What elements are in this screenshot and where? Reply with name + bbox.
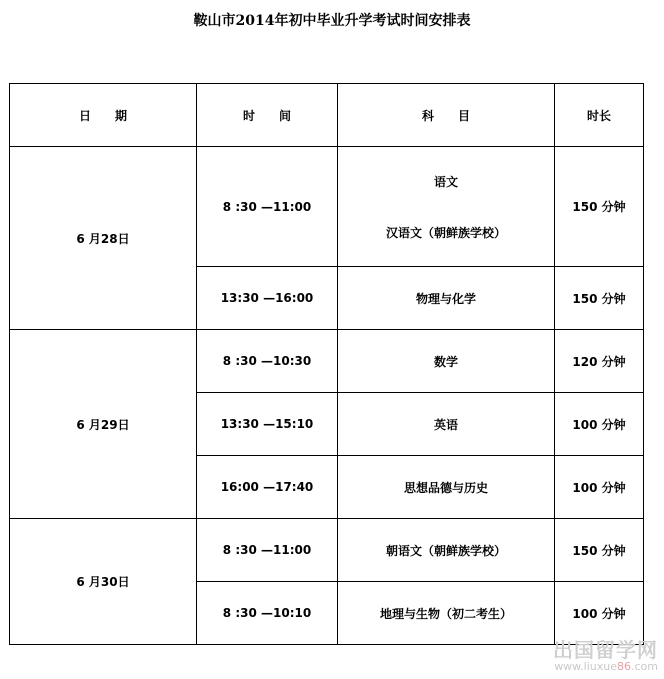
watermark-logo-text: 出国留学网 — [553, 638, 658, 662]
duration-cell: 100 分钟 — [555, 582, 644, 645]
time-cell: 16:00 —17:40 — [197, 456, 338, 519]
table-row — [10, 147, 644, 267]
duration-cell: 150 分钟 — [555, 267, 644, 330]
time-cell: 8 :30 —11:00 — [197, 519, 338, 582]
subject-cell — [338, 147, 555, 267]
page-title: 鞍山市2014年初中毕业升学考试时间安排表 — [193, 13, 471, 29]
table-row — [10, 519, 644, 582]
watermark-url-number: 86 — [617, 660, 631, 673]
date-cell: 6 月28日 — [10, 147, 197, 330]
site-watermark — [553, 639, 658, 673]
date-cell: 6 月29日 — [10, 330, 197, 519]
duration-cell: 150 分钟 — [555, 519, 644, 582]
duration-cell: 100 分钟 — [555, 393, 644, 456]
table-row — [10, 330, 644, 393]
time-cell: 13:30 —16:00 — [197, 267, 338, 330]
header-subject: 科 目 — [338, 84, 555, 147]
subject-name: 语文 — [433, 174, 458, 189]
subject-cell: 英语 — [338, 393, 555, 456]
date-cell: 6 月30日 — [10, 519, 197, 645]
subject-cell: 朝语文（朝鲜族学校） — [338, 519, 555, 582]
time-cell: 8 :30 —10:30 — [197, 330, 338, 393]
watermark-url-suffix: .com — [631, 660, 658, 673]
subject-cell: 地理与生物（初二考生） — [338, 582, 555, 645]
time-cell: 13:30 —15:10 — [197, 393, 338, 456]
duration-cell: 120 分钟 — [555, 330, 644, 393]
subject-cell: 物理与化学 — [338, 267, 555, 330]
watermark-url — [553, 661, 658, 673]
subject-cell: 思想品德与历史 — [338, 456, 555, 519]
duration-cell: 150 分钟 — [555, 147, 644, 267]
watermark-url-prefix: www.liuxue — [554, 660, 617, 673]
time-cell: 8 :30 —10:10 — [197, 582, 338, 645]
header-date: 日 期 — [10, 84, 197, 147]
header-time: 时 间 — [197, 84, 338, 147]
header-duration: 时长 — [555, 84, 644, 147]
subject-name: 汉语文（朝鲜族学校） — [385, 225, 506, 240]
table-header-row — [10, 84, 644, 147]
subject-cell: 数学 — [338, 330, 555, 393]
time-cell: 8 :30 —11:00 — [197, 147, 338, 267]
exam-schedule-table — [9, 83, 644, 645]
duration-cell: 100 分钟 — [555, 456, 644, 519]
